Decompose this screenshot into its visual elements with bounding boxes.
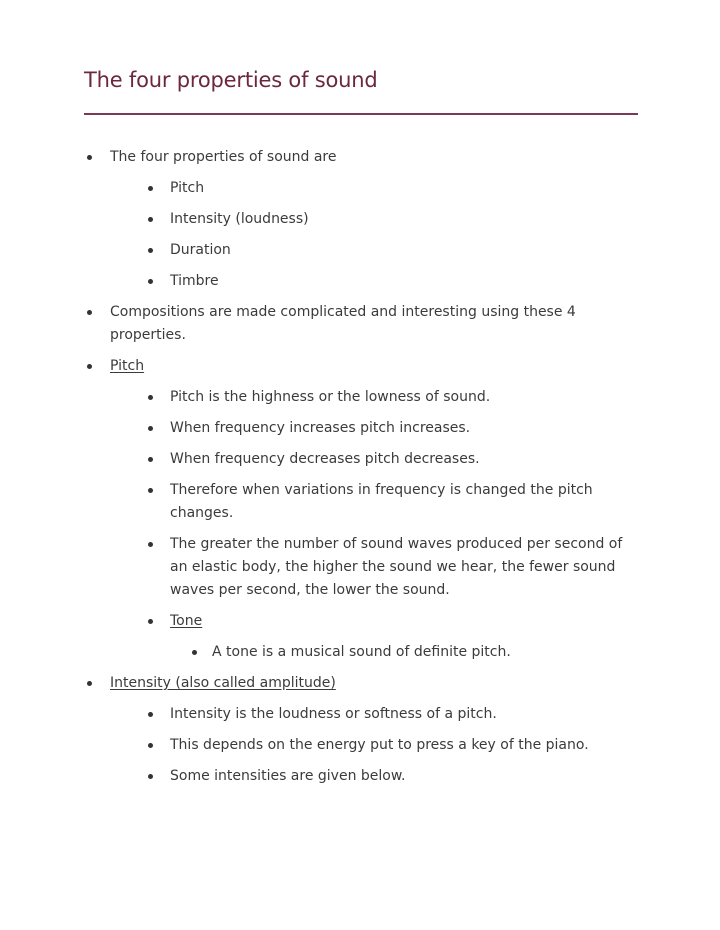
list-item-text: The greater the number of sound waves produced per second of an elastic body, the higher the sound we hear, the fewer sound waves per second, the lower the sound. xyxy=(170,536,623,598)
list-item xyxy=(0,672,600,695)
list-item xyxy=(0,417,632,440)
bullet-icon xyxy=(87,310,92,315)
section-heading-pitch: Pitch xyxy=(110,358,145,374)
list-item xyxy=(0,355,600,378)
list-item xyxy=(0,641,632,664)
bullet-icon xyxy=(148,217,153,222)
list-item xyxy=(0,177,632,200)
bullet-icon xyxy=(148,395,153,400)
list-item xyxy=(0,448,632,471)
list-item-text: Duration xyxy=(170,242,231,258)
list-item-text: A tone is a musical sound of definite pitch. xyxy=(212,644,511,660)
list-item-text: Pitch is the highness or the lowness of sound. xyxy=(170,389,491,405)
bullet-icon xyxy=(87,364,92,369)
list-item-text: When frequency increases pitch increases. xyxy=(170,420,471,436)
list-item-text: Timbre xyxy=(170,273,219,289)
list-item xyxy=(0,734,632,757)
list-item-text: Therefore when variations in frequency is changed the pitch changes. xyxy=(170,482,593,521)
list-item xyxy=(0,386,632,409)
bullet-icon xyxy=(148,542,153,547)
bullet-icon xyxy=(148,457,153,462)
list-item xyxy=(0,610,632,633)
bullet-icon xyxy=(148,774,153,779)
list-item-text: When frequency decreases pitch decreases. xyxy=(170,451,480,467)
bullet-icon xyxy=(192,650,197,655)
list-item xyxy=(0,208,632,231)
list-item xyxy=(0,765,632,788)
list-item xyxy=(0,270,632,293)
page-title: The four properties of sound xyxy=(84,68,378,92)
bullet-icon xyxy=(148,619,153,624)
list-item-text: This depends on the energy put to press a key of the piano. xyxy=(170,737,589,753)
list-item xyxy=(0,301,600,347)
list-item xyxy=(0,239,632,262)
bullet-icon xyxy=(148,743,153,748)
bullet-icon xyxy=(148,488,153,493)
list-item-text: Some intensities are given below. xyxy=(170,768,406,784)
list-item xyxy=(0,533,632,602)
bullet-icon xyxy=(87,155,92,160)
subsection-heading-tone: Tone xyxy=(170,613,203,629)
bullet-icon xyxy=(148,426,153,431)
list-item-text: Intensity (loudness) xyxy=(170,211,309,227)
list-item xyxy=(0,703,632,726)
section-heading-intensity: Intensity (also called amplitude) xyxy=(110,675,336,691)
bullet-list xyxy=(0,146,720,796)
bullet-icon xyxy=(148,248,153,253)
bullet-icon xyxy=(87,681,92,686)
list-item xyxy=(0,146,600,169)
list-item-text: The four properties of sound are xyxy=(110,149,337,165)
title-divider xyxy=(84,113,638,115)
bullet-icon xyxy=(148,712,153,717)
list-item-text: Intensity is the loudness or softness of a pitch. xyxy=(170,706,497,722)
list-item-text: Compositions are made complicated and interesting using these 4 properties. xyxy=(110,304,576,343)
bullet-icon xyxy=(148,186,153,191)
bullet-icon xyxy=(148,279,153,284)
list-item xyxy=(0,479,632,525)
list-item-text: Pitch xyxy=(170,180,205,196)
